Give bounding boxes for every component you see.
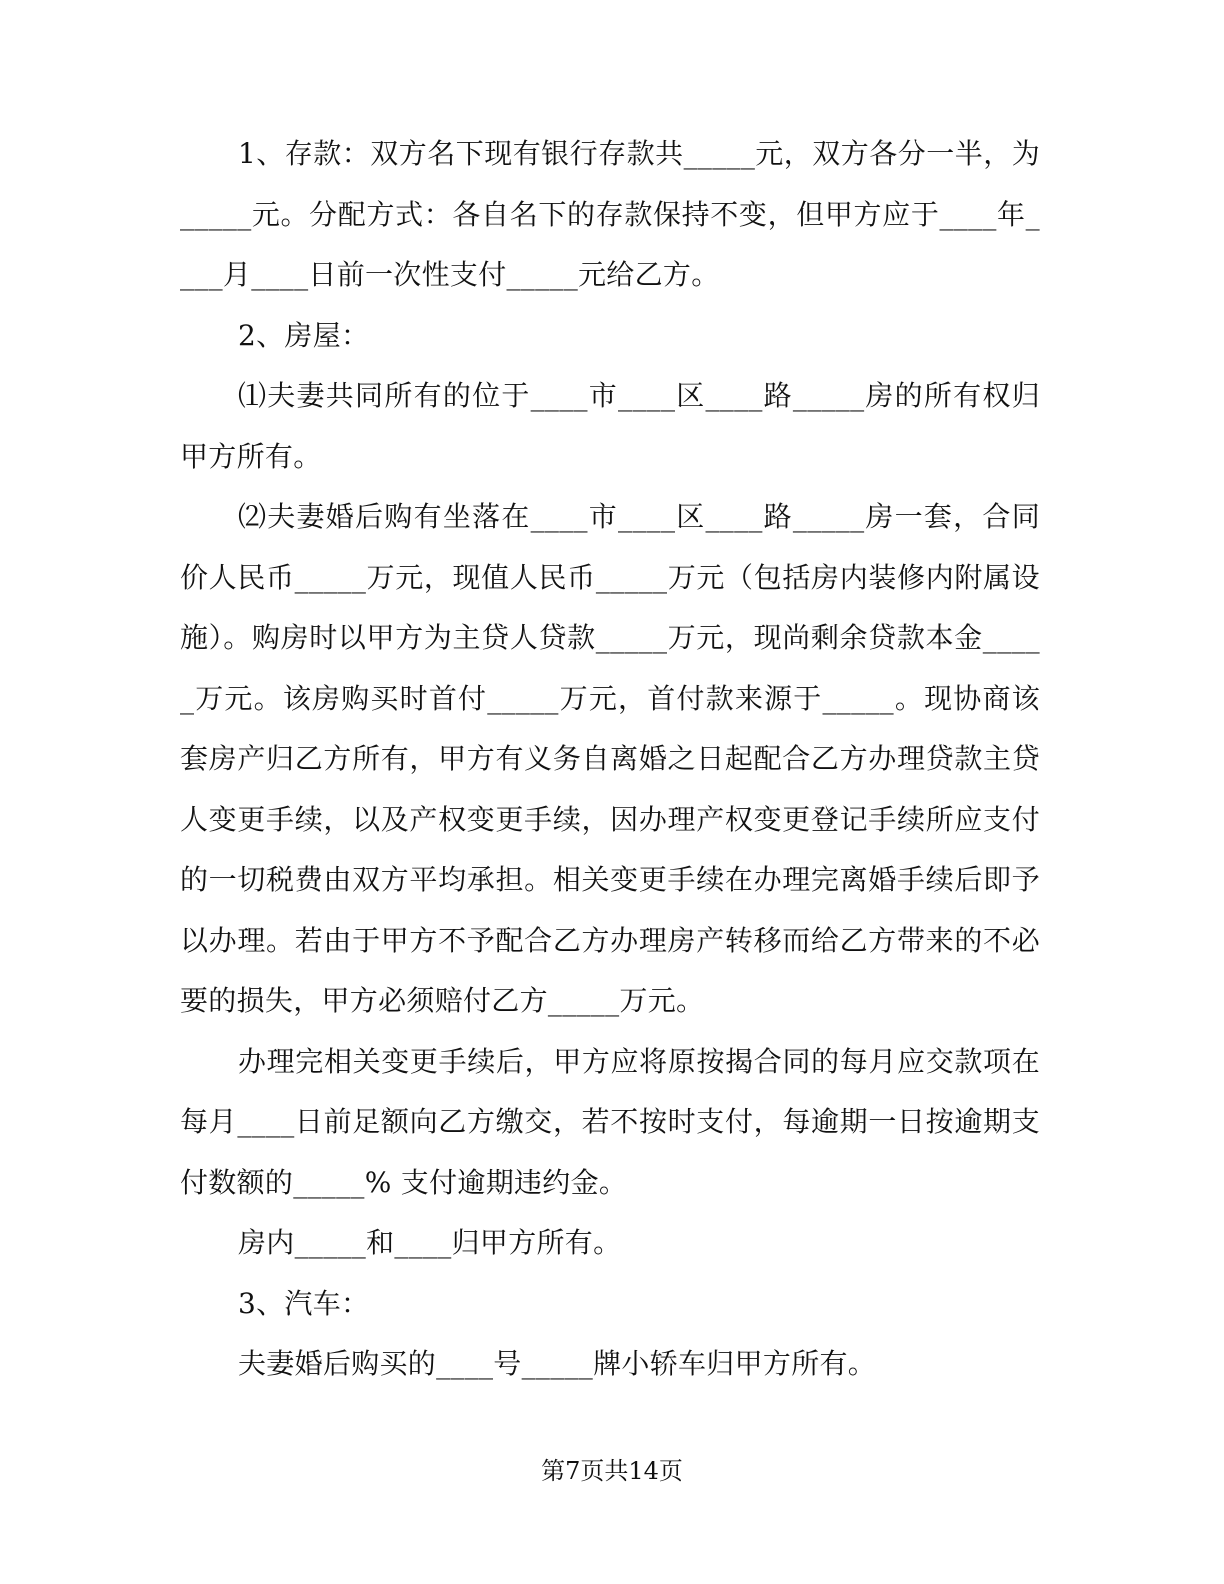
paragraph-car-item: 夫妻婚后购买的____号_____牌小轿车归甲方所有。 (238, 1347, 877, 1380)
paragraph-house-item-2: ⑵夫妻婚后购有坐落在____市____区____路_____房一套，合同价人民币_____万元，现值人民币_____万元（包括房内装修内附属设施）。购房时以甲方为主贷人贷款_____万元，现尚剩余贷款本金_____万元。该房购买时首付_____万元，首付款来源于_____。现协商该套房产归乙方所有，甲方有义务自离婚之日起配合乙方办理贷款主贷人变更手续，以及产权变更手续，因办理产权变更登记手续所应支付的一切税费由双方平均承担。相关变更手续在办理完离婚手续后即予以办理。若由于甲方不予配合乙方办理房产转移而给乙方带来的不必要的损失，甲方必须赔付乙方_____万元。 (180, 500, 1040, 1017)
document-body (180, 124, 1040, 1395)
paragraph-mortgage-payment: 办理完相关变更手续后，甲方应将原按揭合同的每月应交款项在每月____日前足额向乙方缴交，若不按时支付，每逾期一日按逾期支付数额的_____% 支付逾期违约金。 (180, 1044, 1040, 1199)
paragraph-deposit: 1、存款：双方名下现有银行存款共_____元，双方各分一半，为_____元。分配方式：各自名下的存款保持不变，但甲方应于____年____月____日前一次性支付_____元给乙方。 (180, 137, 1040, 291)
paragraph-car-heading: 3、汽车： (238, 1286, 370, 1320)
page-number-footer: 第7页共14页 (541, 1457, 683, 1485)
paragraph-house-heading: 2、房屋： (238, 318, 370, 352)
paragraph-house-item-1: ⑴夫妻共同所有的位于____市____区____路_____房的所有权归甲方所有。 (180, 379, 1040, 473)
paragraph-house-contents: 房内_____和____归甲方所有。 (238, 1226, 622, 1259)
